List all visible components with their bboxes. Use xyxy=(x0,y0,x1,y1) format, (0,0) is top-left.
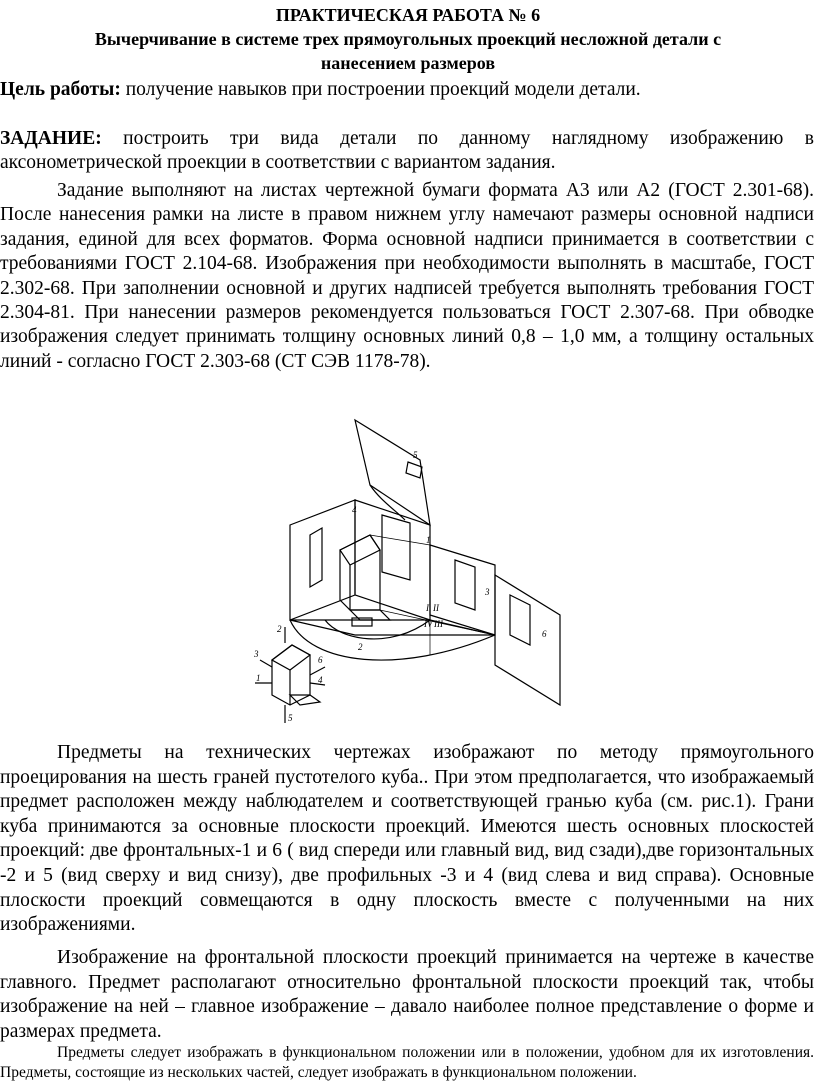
small-object-top xyxy=(272,645,310,670)
task-label: ЗАДАНИЕ: xyxy=(0,128,102,149)
label-roman-1: I xyxy=(426,603,429,613)
document-subtitle-line2: нанесением размеров xyxy=(320,53,496,73)
arrow-6-icon xyxy=(310,667,325,675)
paragraph-functional-position: Предметы следует изображать в функциональном положении или в положении, удобном для их изготовления. Предметы, состоящие из нескольких частей, следует изображать в функциональном положении. xyxy=(0,1044,814,1081)
plane-4-detail xyxy=(310,528,322,587)
label-axis-2: 2 xyxy=(277,624,282,634)
label-roman-3: III xyxy=(434,619,443,629)
label-axis-6: 6 xyxy=(318,655,323,665)
projection-figure xyxy=(230,405,590,735)
document-subtitle-line1: Вычерчивание в системе трех прямоугольных проекций несложной детали с xyxy=(94,29,722,49)
object-foot xyxy=(352,618,372,626)
goal-text: получение навыков при построении проекций модели детали. xyxy=(120,79,641,100)
goal-paragraph xyxy=(0,78,814,102)
arc-inner xyxy=(325,620,430,639)
paragraph-standards: Задание выполняют на листах чертежной бумаги формата А3 или А2 (ГОСТ 2.301-68). После нанесения рамки на листе в правом нижнем углу намечают размеры основной надписи задания, единой для всех форматов. Форма основной надписи принимается в соответствии с требованиями ГОСТ 2.104-68. Изображения при необходимости выполнять в масштабе, ГОСТ 2.302-68. При заполнении основной и других надписей требуется выполнять требования ГОСТ 2.304-81. При нанесении размеров рекомендуется пользоваться ГОСТ 2.307-68. При обводке изображения следует принимать толщину основных линий 0,8 – 1,0 мм, а толщину остальных линий - согласно ГОСТ 2.303-68 (СТ СЭВ 1178-78). xyxy=(0,180,814,372)
label-axis-1: 1 xyxy=(256,673,261,683)
back-plane-detail xyxy=(382,515,410,580)
cube-projection-diagram xyxy=(230,405,590,735)
label-plane-6: 6 xyxy=(542,629,547,639)
document-title: ПРАКТИЧЕСКАЯ РАБОТА № 6 xyxy=(275,5,541,25)
label-roman-2: II xyxy=(433,603,439,613)
plane-6-outline xyxy=(495,575,560,705)
goal-label: Цель работы: xyxy=(0,79,121,100)
plane-3-detail xyxy=(455,560,475,610)
object-top xyxy=(340,535,380,565)
paragraph-main-view: Изображение на фронтальной плоскости проекций принимается на чертеже в качестве главного. Предмет располагают относительно фронтальной плоскости проекций так, чтобы изображение на ней – главное изображение – давало наиболее полное представление о форме и размерах предмета. xyxy=(0,947,814,1042)
arrow-3-icon xyxy=(260,660,272,667)
plane-2-outline xyxy=(290,620,495,635)
label-roman-4: IV xyxy=(424,619,433,629)
label-plane-2: 2 xyxy=(358,642,363,652)
label-plane-4: 4 xyxy=(352,505,357,515)
label-plane-3: 3 xyxy=(485,587,490,597)
label-axis-4: 4 xyxy=(318,675,323,685)
task-text: построить три вида детали по данному наглядному изображению в аксонометрической проекции в соответствии с вариантом задания. xyxy=(0,128,814,174)
paragraph-projection-method: Предметы на технических чертежах изображают по методу прямоугольного проецирования на шесть граней пустотелого куба.. При этом предполагается, что изображаемый предмет расположен между наблюдателем и соответствующей гранью куба (см. рис.1). Грани куба принимаются за основные плоскости проекций. Имеются шесть основных плоскостей проекций: две фронтальных-1 и 6 ( вид спереди или главный вид, вид сзади),две горизонтальных -2 и 5 (вид сверху и вид снизу), две профильных -3 и 4 (вид слева и вид справа). Основные плоскости проекций совмещаются в одну плоскость вместе с полученными на них изображениями. xyxy=(0,742,814,936)
task-paragraph xyxy=(0,127,814,176)
label-plane-5: 5 xyxy=(413,450,418,460)
label-plane-1: 1 xyxy=(426,535,431,545)
label-axis-3: 3 xyxy=(254,649,259,659)
projection-line-2 xyxy=(370,535,430,545)
plane-5-detail xyxy=(406,462,422,478)
plane-6-detail xyxy=(510,595,530,645)
small-object-base xyxy=(290,695,320,705)
label-axis-5: 5 xyxy=(288,713,293,723)
